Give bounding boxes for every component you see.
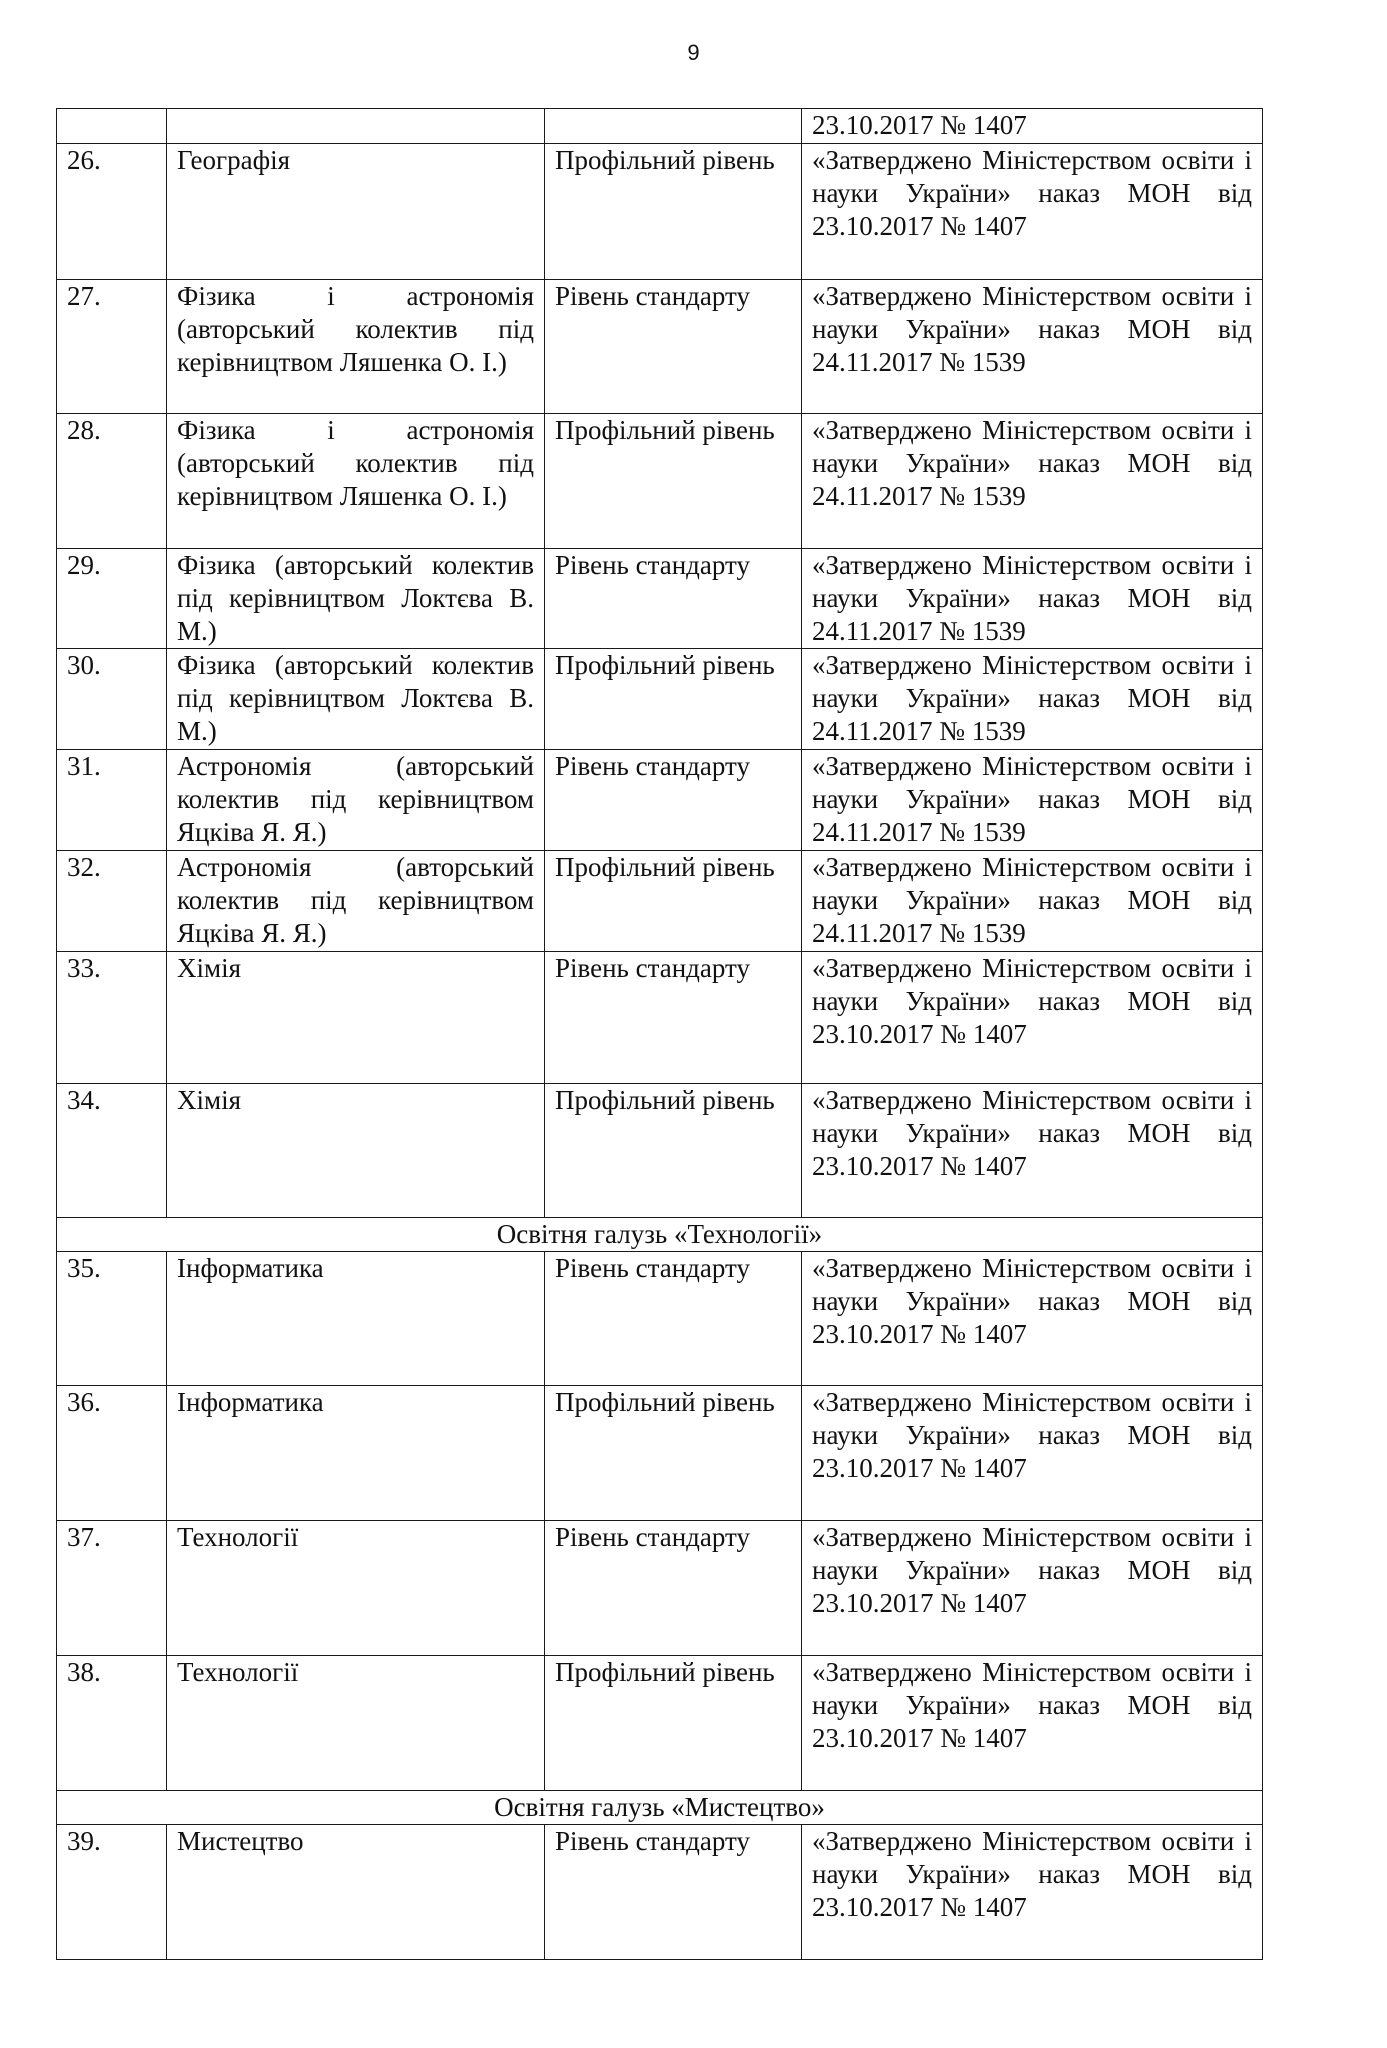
subject-cell: Хімія xyxy=(167,952,545,1084)
table-row xyxy=(57,414,1263,549)
row-number-cell: 32. xyxy=(57,851,167,952)
level-cell: Рівень стандарту xyxy=(545,549,802,649)
subject-cell: Фізика (авторський колектив під керівництвом Локтєва В. М.) xyxy=(167,549,545,649)
table-row xyxy=(57,1656,1263,1791)
approval-cell: «Затверджено Міністерством освіти і науки України» наказ МОН від 24.11.2017 № 1539 xyxy=(802,851,1263,952)
subject-cell: Інформатика xyxy=(167,1252,545,1386)
row-number-cell xyxy=(57,109,167,144)
row-number-cell: 37. xyxy=(57,1521,167,1656)
table-row-continuation xyxy=(57,109,1263,144)
level-cell: Профільний рівень xyxy=(545,851,802,952)
section-header-row xyxy=(57,1218,1263,1252)
curriculum-approval-table xyxy=(56,108,1263,1960)
approval-cell: «Затверджено Міністерством освіти і науки України» наказ МОН від 23.10.2017 № 1407 xyxy=(802,952,1263,1084)
approval-cell: «Затверджено Міністерством освіти і науки України» наказ МОН від 24.11.2017 № 1539 xyxy=(802,280,1263,414)
table-row xyxy=(57,1252,1263,1386)
subject-cell: Фізика і астрономія (авторський колектив під керівництвом Ляшенка О. І.) xyxy=(167,414,545,549)
approval-cell: «Затверджено Міністерством освіти і науки України» наказ МОН від 23.10.2017 № 1407 xyxy=(802,1521,1263,1656)
table-row xyxy=(57,851,1263,952)
table-row xyxy=(57,1521,1263,1656)
approval-cell: «Затверджено Міністерством освіти і науки України» наказ МОН від 23.10.2017 № 1407 xyxy=(802,1656,1263,1791)
approval-cell: «Затверджено Міністерством освіти і науки України» наказ МОН від 24.11.2017 № 1539 xyxy=(802,649,1263,750)
subject-cell: Астрономія (авторський колектив під керівництвом Яцківа Я. Я.) xyxy=(167,851,545,952)
section-title: Освітня галузь «Технології» xyxy=(57,1218,1263,1252)
row-number-cell: 26. xyxy=(57,144,167,280)
table-body xyxy=(57,109,1263,1960)
approval-cell: «Затверджено Міністерством освіти і науки України» наказ МОН від 23.10.2017 № 1407 xyxy=(802,1252,1263,1386)
level-cell: Профільний рівень xyxy=(545,1084,802,1218)
subject-cell: Фізика (авторський колектив під керівництвом Локтєва В. М.) xyxy=(167,649,545,750)
row-number-cell: 34. xyxy=(57,1084,167,1218)
level-cell: Рівень стандарту xyxy=(545,280,802,414)
row-number-cell: 38. xyxy=(57,1656,167,1791)
table-row xyxy=(57,549,1263,649)
subject-cell: Астрономія (авторський колектив під керівництвом Яцківа Я. Я.) xyxy=(167,750,545,851)
row-number-cell: 33. xyxy=(57,952,167,1084)
level-cell: Рівень стандарту xyxy=(545,952,802,1084)
row-number-cell: 28. xyxy=(57,414,167,549)
row-number-cell: 36. xyxy=(57,1386,167,1521)
approval-cell: 23.10.2017 № 1407 xyxy=(802,109,1263,144)
row-number-cell: 39. xyxy=(57,1825,167,1960)
row-number-cell: 35. xyxy=(57,1252,167,1386)
section-header-row xyxy=(57,1791,1263,1825)
approval-cell: «Затверджено Міністерством освіти і науки України» наказ МОН від 23.10.2017 № 1407 xyxy=(802,1825,1263,1960)
subject-cell: Технології xyxy=(167,1656,545,1791)
table-row xyxy=(57,750,1263,851)
approval-cell: «Затверджено Міністерством освіти і науки України» наказ МОН від 23.10.2017 № 1407 xyxy=(802,1386,1263,1521)
approval-cell: «Затверджено Міністерством освіти і науки України» наказ МОН від 24.11.2017 № 1539 xyxy=(802,750,1263,851)
subject-cell: Технології xyxy=(167,1521,545,1656)
row-number-cell: 31. xyxy=(57,750,167,851)
table-row xyxy=(57,649,1263,750)
subject-cell xyxy=(167,109,545,144)
level-cell xyxy=(545,109,802,144)
subject-cell: Мистецтво xyxy=(167,1825,545,1960)
table-row xyxy=(57,1386,1263,1521)
approval-cell: «Затверджено Міністерством освіти і науки України» наказ МОН від 24.11.2017 № 1539 xyxy=(802,549,1263,649)
level-cell: Профільний рівень xyxy=(545,414,802,549)
table-row xyxy=(57,1825,1263,1960)
level-cell: Рівень стандарту xyxy=(545,1521,802,1656)
page-number: 9 xyxy=(687,40,700,65)
level-cell: Рівень стандарту xyxy=(545,750,802,851)
row-number-cell: 27. xyxy=(57,280,167,414)
row-number-cell: 30. xyxy=(57,649,167,750)
level-cell: Профільний рівень xyxy=(545,144,802,280)
subject-cell: Географія xyxy=(167,144,545,280)
level-cell: Профільний рівень xyxy=(545,1386,802,1521)
table-row xyxy=(57,952,1263,1084)
table-row xyxy=(57,144,1263,280)
level-cell: Рівень стандарту xyxy=(545,1825,802,1960)
section-title: Освітня галузь «Мистецтво» xyxy=(57,1791,1263,1825)
table-row xyxy=(57,1084,1263,1218)
level-cell: Профільний рівень xyxy=(545,649,802,750)
table-row xyxy=(57,280,1263,414)
subject-cell: Хімія xyxy=(167,1084,545,1218)
level-cell: Рівень стандарту xyxy=(545,1252,802,1386)
subject-cell: Фізика і астрономія (авторський колектив під керівництвом Ляшенка О. І.) xyxy=(167,280,545,414)
approval-cell: «Затверджено Міністерством освіти і науки України» наказ МОН від 23.10.2017 № 1407 xyxy=(802,1084,1263,1218)
level-cell: Профільний рівень xyxy=(545,1656,802,1791)
subject-cell: Інформатика xyxy=(167,1386,545,1521)
approval-cell: «Затверджено Міністерством освіти і науки України» наказ МОН від 24.11.2017 № 1539 xyxy=(802,414,1263,549)
approval-cell: «Затверджено Міністерством освіти і науки України» наказ МОН від 23.10.2017 № 1407 xyxy=(802,144,1263,280)
row-number-cell: 29. xyxy=(57,549,167,649)
